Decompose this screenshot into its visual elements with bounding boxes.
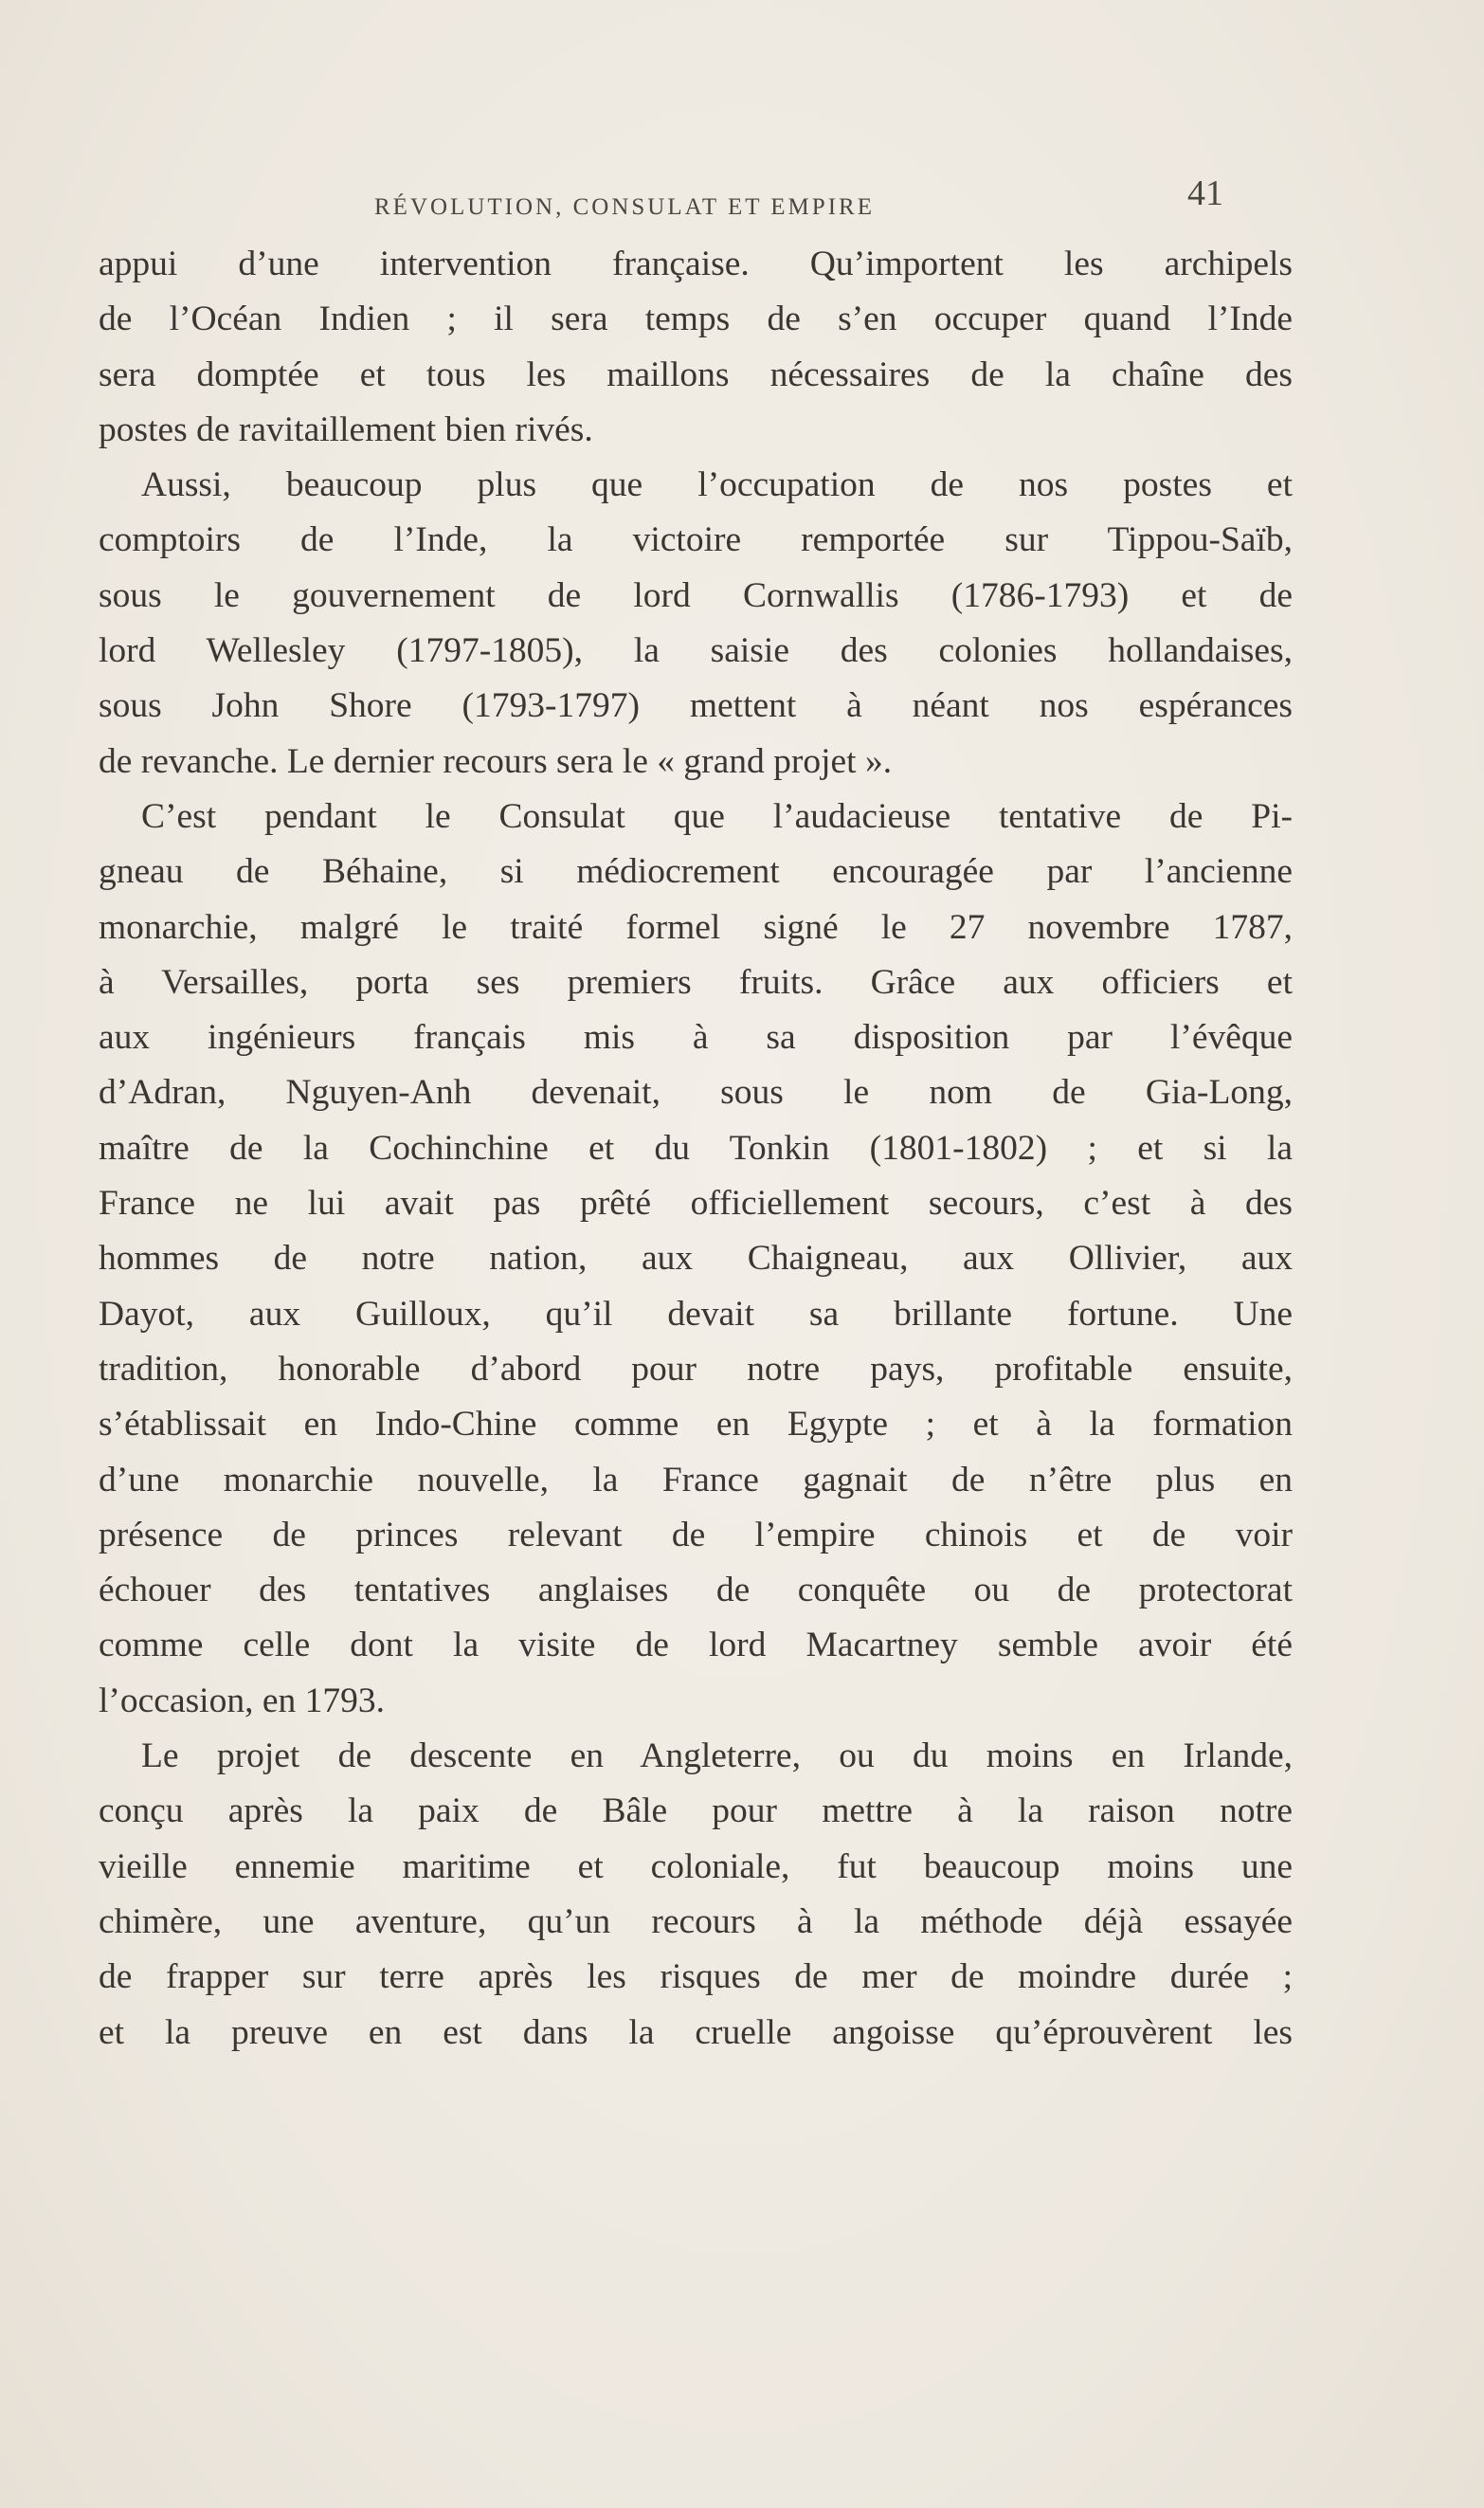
text-line: France ne lui avait pas prêté officiellement secours, c’est à des	[99, 1184, 1293, 1224]
text-line: s’établissait en Indo-Chine comme en Egypte ; et à la formation	[99, 1405, 1293, 1445]
text-line: Le projet de descente en Angleterre, ou du moins en Irlande,	[141, 1736, 1293, 1776]
text-line: aux ingénieurs français mis à sa disposition par l’évêque	[99, 1018, 1293, 1058]
text-line: tradition, honorable d’abord pour notre pays, profitable ensuite,	[99, 1349, 1293, 1389]
text-line: C’est pendant le Consulat que l’audacieuse tentative de Pi-	[141, 796, 1293, 836]
text-line: sous John Shore (1793-1797) mettent à néant nos espérances	[99, 686, 1293, 726]
text-line: gneau de Béhaine, si médiocrement encouragée par l’ancienne	[99, 852, 1293, 892]
running-head: RÉVOLUTION, CONSULAT ET EMPIRE	[374, 194, 875, 220]
text-line: Dayot, aux Guilloux, qu’il devait sa brillante fortune. Une	[99, 1294, 1293, 1334]
text-line: vieille ennemie maritime et coloniale, fut beaucoup moins une	[99, 1846, 1293, 1886]
text-line: comme celle dont la visite de lord Macartney semble avoir été	[99, 1626, 1293, 1665]
text-line: appui d’une intervention française. Qu’importent les archipels	[99, 245, 1293, 283]
text-line: d’Adran, Nguyen-Anh devenait, sous le nom de Gia-Long,	[99, 1073, 1293, 1113]
text-line: maître de la Cochinchine et du Tonkin (1801-1802) ; et si la	[99, 1128, 1293, 1168]
text-line: de l’Océan Indien ; il sera temps de s’en occuper quand l’Inde	[99, 300, 1293, 339]
text-line: conçu après la paix de Bâle pour mettre à la raison notre	[99, 1791, 1293, 1831]
text-line: comptoirs de l’Inde, la victoire remportée sur Tippou-Saïb,	[99, 520, 1293, 560]
text-line: de revanche. Le dernier recours sera le « grand projet ».	[99, 741, 893, 781]
text-line: d’une monarchie nouvelle, la France gagnait de n’être plus en	[99, 1460, 1293, 1499]
text-line: Aussi, beaucoup plus que l’occupation de nos postes et	[141, 465, 1293, 505]
text-line: de frapper sur terre après les risques de mer de moindre durée ;	[99, 1957, 1293, 1997]
body-text	[99, 237, 1293, 2061]
text-line: l’occasion, en 1793.	[99, 1681, 385, 1720]
text-line: hommes de notre nation, aux Chaigneau, aux Ollivier, aux	[99, 1239, 1293, 1279]
page-number: 41	[1187, 173, 1223, 213]
text-line: lord Wellesley (1797-1805), la saisie des colonies hollandaises,	[99, 631, 1293, 671]
text-line: sera domptée et tous les maillons nécessaires de la chaîne des	[99, 354, 1293, 394]
text-line: et la preuve en est dans la cruelle angoisse qu’éprouvèrent les	[99, 2012, 1293, 2052]
text-line: postes de ravitaillement bien rivés.	[99, 409, 593, 449]
text-line: échouer des tentatives anglaises de conquête ou de protectorat	[99, 1571, 1293, 1610]
text-line: monarchie, malgré le traité formel signé le 27 novembre 1787,	[99, 907, 1293, 947]
text-line: à Versailles, porta ses premiers fruits. Grâce aux officiers et	[99, 962, 1293, 1002]
text-line: chimère, une aventure, qu’un recours à la méthode déjà essayée	[99, 1901, 1293, 1941]
text-line: présence de princes relevant de l’empire chinois et de voir	[99, 1515, 1293, 1554]
text-line: sous le gouvernement de lord Cornwallis (1786-1793) et de	[99, 575, 1293, 615]
